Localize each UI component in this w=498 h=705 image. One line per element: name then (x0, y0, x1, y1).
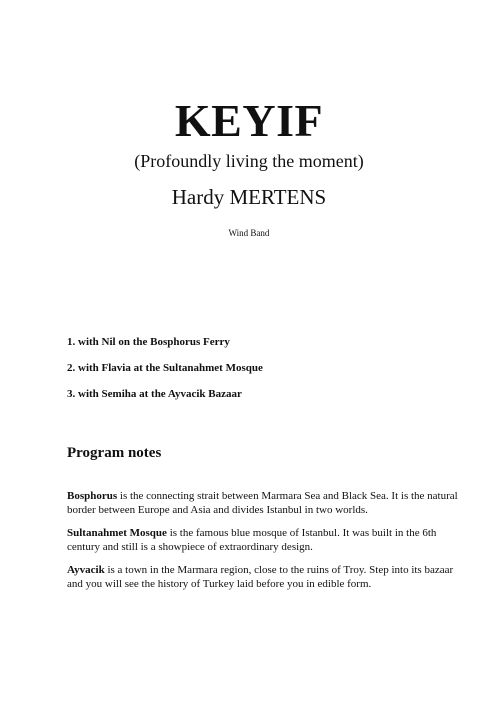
program-notes-heading: Program notes (67, 445, 162, 461)
program-notes (67, 489, 462, 600)
piece-subtitle: (Profoundly living the moment) (134, 151, 364, 171)
ensemble-label: Wind Band (228, 228, 270, 238)
movement-item: 1. with Nil on the Bosphorus Ferry (67, 336, 230, 348)
movement-list (67, 335, 263, 413)
note-text: is the famous blue mosque of Istanbul. It was built in the 6th century and still is a showpiece of extraordinary design. (67, 527, 437, 553)
movement-item: 2. with Flavia at the Sultanahmet Mosque (67, 362, 263, 374)
program-note-bosphorus (67, 489, 462, 517)
note-term: Ayvacik (67, 564, 105, 576)
note-text: is a town in the Marmara region, close to the ruins of Troy. Step into its bazaar and you will see the history of Turkey laid before you in edible form. (67, 564, 454, 590)
piece-title: KEYIF (174, 95, 324, 146)
note-term: Sultanahmet Mosque (67, 527, 167, 539)
note-text: is the connecting strait between Marmara Sea and Black Sea. It is the natural border between Europe and Asia and divides Istanbul in two worlds. (67, 490, 458, 516)
note-term: Bosphorus (67, 490, 118, 502)
program-note-ayvacik (67, 563, 462, 591)
movement-item: 3. with Semiha at the Ayvacik Bazaar (67, 388, 242, 400)
program-note-sultanahmet (67, 526, 462, 554)
composer-name: Hardy MERTENS (171, 185, 327, 209)
